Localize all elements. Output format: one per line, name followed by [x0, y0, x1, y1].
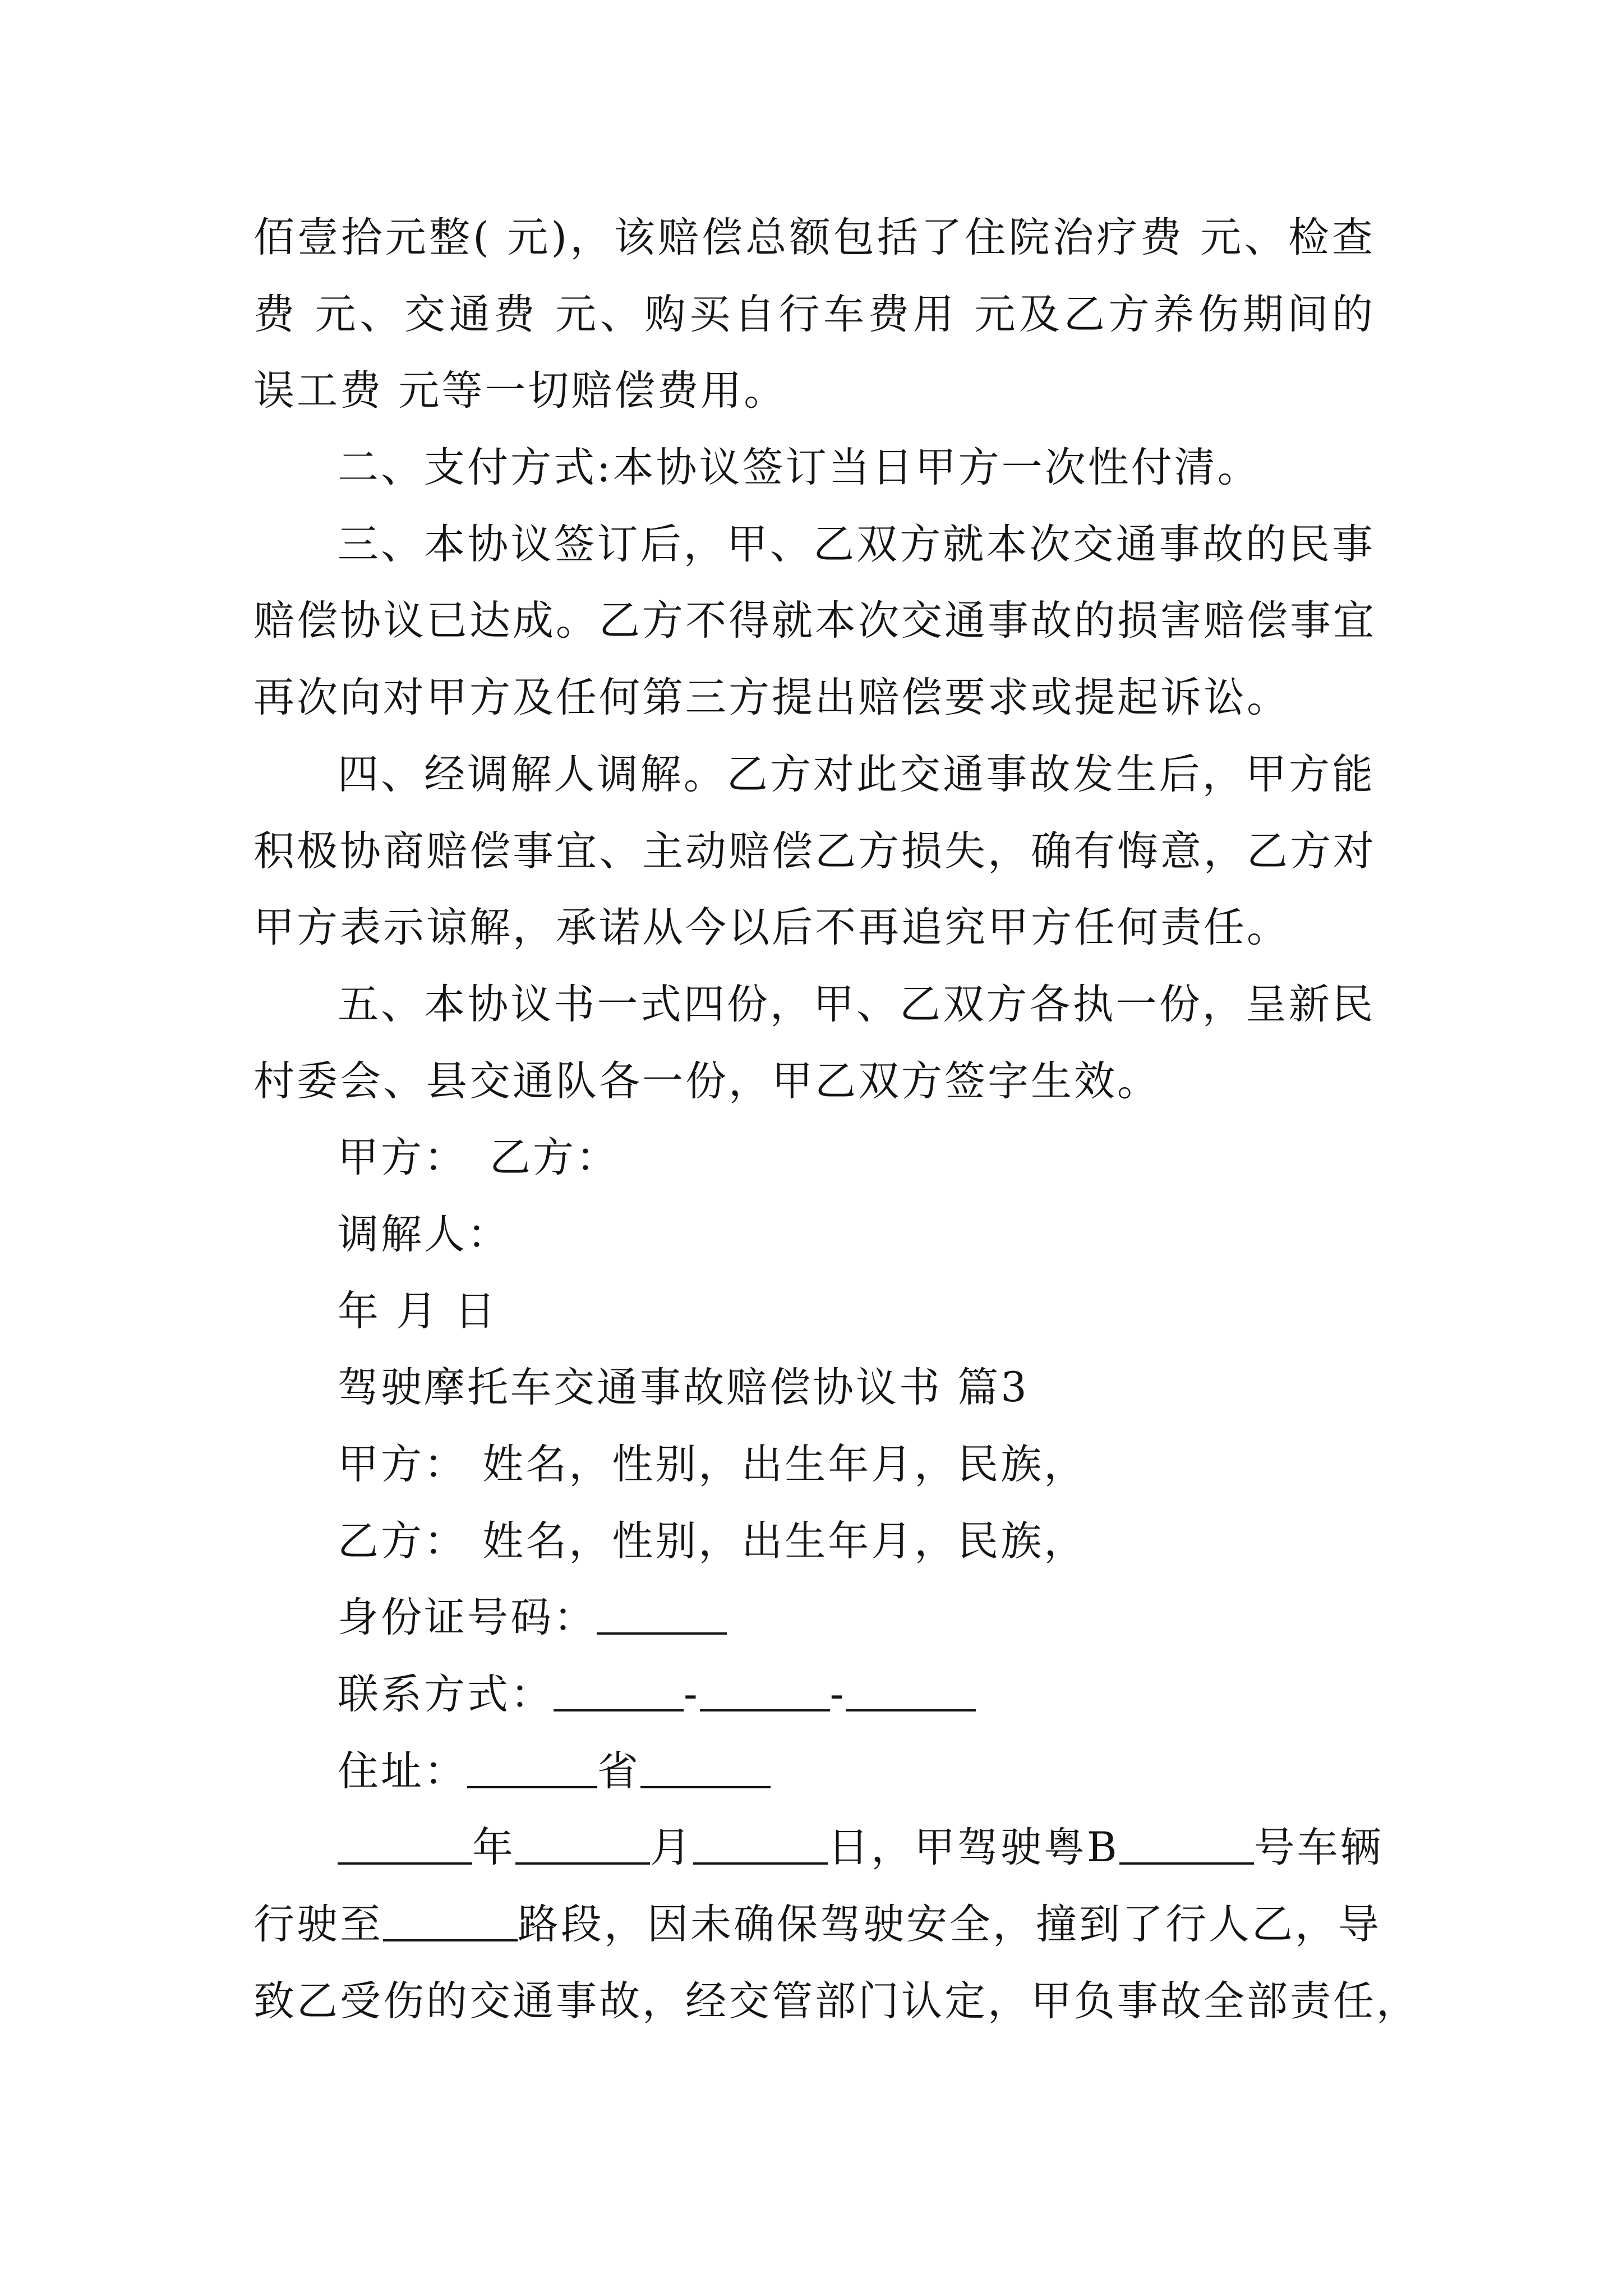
- incident-line-3: 致乙受伤的交通事故，经交管部门认定，甲负事故全部责任，: [253, 1977, 1419, 2025]
- id-number-label: 身份证号码：: [338, 1594, 597, 1642]
- section-title: 驾驶摩托车交通事故赔偿协议书 篇3: [338, 1364, 1029, 1412]
- vehicle-suffix: 号车辆: [1253, 1824, 1384, 1872]
- contact-row: [253, 1657, 1375, 1733]
- text-line: 赔偿协议已达成。乙方不得就本次交通事故的损害赔偿事宜: [253, 597, 1376, 645]
- month-blank: [515, 1829, 650, 1865]
- address-label: 住址：: [338, 1747, 467, 1795]
- incident-line-1: [253, 1810, 1384, 1887]
- month-label: 月: [650, 1824, 693, 1872]
- road-blank: [383, 1906, 518, 1941]
- contact-separator: -: [829, 1671, 846, 1719]
- text-line: 村委会、县交通队各一份，甲乙双方签字生效。: [253, 1057, 1160, 1105]
- text-line: 甲方表示谅解，承诺从今以后不再追究甲方任何责任。: [253, 904, 1290, 952]
- road-suffix: 路段，因未确保驾驶安全，撞到了行人乙，导: [518, 1901, 1381, 1949]
- text-line: 佰壹拾元整( 元)，该赔偿总额包括了住院治疗费 元、检查: [253, 214, 1375, 261]
- party-a-info: 甲方： 姓名，性别，出生年月，民族，: [338, 1441, 1087, 1488]
- text-line: 积极协商赔偿事宜、主动赔偿乙方损失，确有悔意，乙方对: [253, 827, 1376, 875]
- day-blank: [693, 1829, 828, 1865]
- signature-date: 年 月 日: [338, 1287, 498, 1335]
- party-b-label: 乙方：: [490, 1134, 619, 1182]
- address-blank: [467, 1752, 597, 1788]
- contact-label: 联系方式：: [338, 1671, 554, 1719]
- document-body: [253, 200, 1419, 2040]
- id-number-blank: [597, 1599, 727, 1635]
- text-line: 误工费 元等一切赔偿费用。: [253, 367, 787, 415]
- year-blank: [338, 1829, 472, 1865]
- year-label: 年: [472, 1824, 515, 1872]
- signature-parties: [253, 1120, 1375, 1197]
- day-label: 日，甲驾驶粤B: [828, 1824, 1119, 1872]
- clause-three: 三、本协议签订后，甲、乙双方就本次交通事故的民事: [338, 520, 1375, 568]
- clause-five: 五、本协议书一式四份，甲、乙双方各执一份，呈新民: [338, 980, 1375, 1028]
- plate-blank: [1119, 1829, 1254, 1865]
- contact-blank: [846, 1676, 976, 1711]
- contact-separator: -: [684, 1671, 700, 1719]
- mediator-label: 调解人：: [338, 1210, 510, 1258]
- party-b-info: 乙方： 姓名，性别，出生年月，民族，: [338, 1517, 1087, 1565]
- incident-line-2: [253, 1887, 1381, 1963]
- contact-blank: [554, 1676, 684, 1711]
- clause-payment: 二、支付方式:本协议签订当日甲方一次性付清。: [338, 444, 1261, 492]
- clause-four: 四、经调解人调解。乙方对此交通事故发生后，甲方能: [338, 750, 1375, 798]
- text-line: 费 元、交通费 元、购买自行车费用 元及乙方养伤期间的: [253, 290, 1375, 338]
- province-label: 省: [597, 1747, 640, 1795]
- id-number-row: [253, 1580, 1375, 1657]
- address-row: [253, 1733, 1375, 1810]
- party-a-label: 甲方：: [338, 1134, 467, 1182]
- address-blank: [640, 1752, 771, 1788]
- road-prefix: 行驶至: [253, 1901, 383, 1949]
- contact-blank: [700, 1676, 830, 1711]
- text-line: 再次向对甲方及任何第三方提出赔偿要求或提起诉讼。: [253, 674, 1290, 722]
